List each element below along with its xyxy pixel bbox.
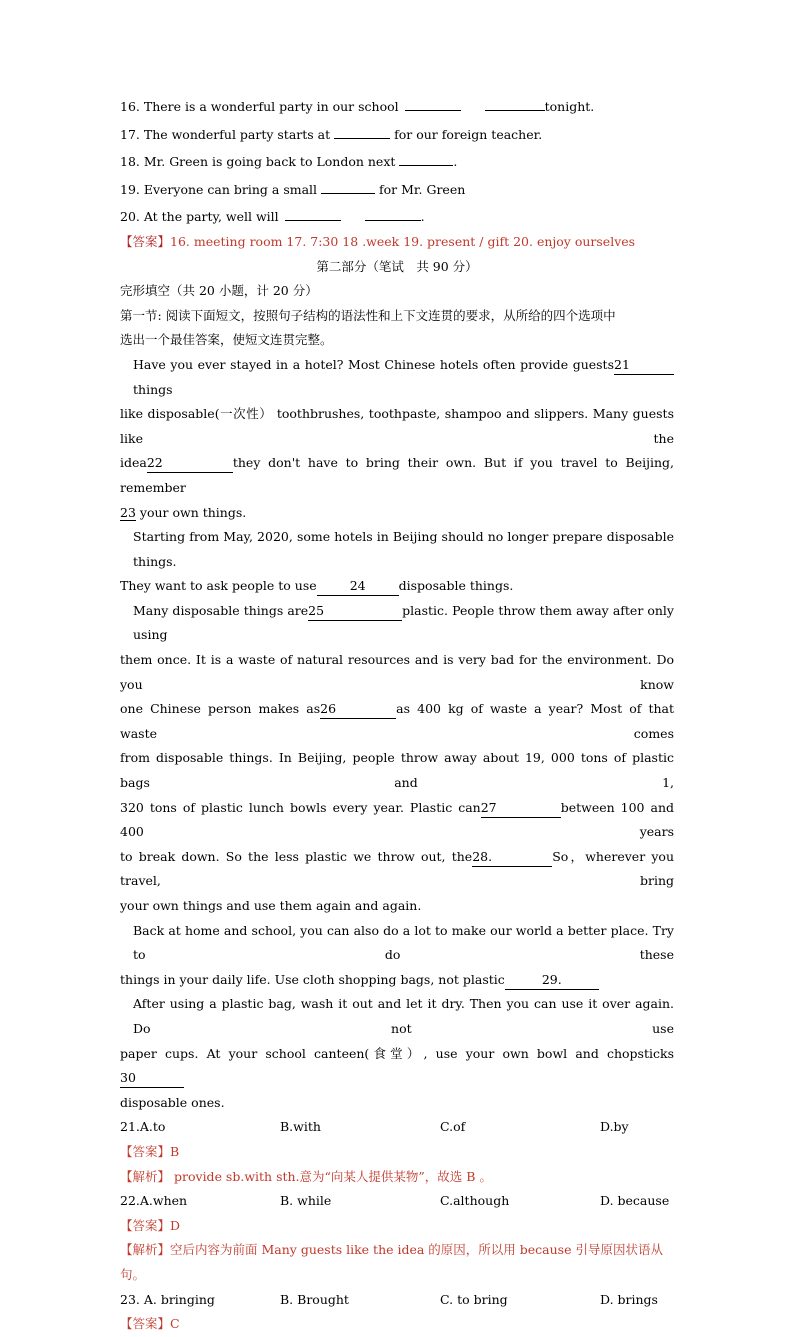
- option[interactable]: D. because: [600, 1193, 670, 1209]
- option[interactable]: C. to bring: [440, 1291, 508, 1307]
- document-page: [120, 92, 674, 1337]
- passage-line: things in your daily life. Use cloth shopping bags, not plastic 29.: [120, 968, 674, 993]
- passage-line: 320 tons of plastic lunch bowls every year. Plastic can27 between 100 and 400 years: [120, 799, 674, 840]
- listening-q17: 17. The wonderful party starts at for our foreign teacher.: [120, 120, 674, 148]
- passage-line: your own things and use them again and again.: [120, 898, 422, 913]
- blank: [485, 92, 545, 111]
- instruction-line-2: 选出一个最佳答案，使短文连贯完整。: [120, 332, 333, 348]
- blank: [334, 120, 390, 139]
- passage-line: Many disposable things are25 plastic. People throw them away after only using: [133, 602, 674, 643]
- listening-q19: 19. Everyone can bring a small for Mr. Green: [120, 175, 674, 203]
- listening-q16: 16. There is a wonderful party in our school tonight.: [120, 92, 674, 120]
- blank-25: 25: [308, 602, 402, 621]
- passage-line: like disposable(一次性） toothbrushes, toothpaste, shampoo and slippers. Many guests like the: [120, 406, 674, 446]
- blank-28: 28.: [472, 848, 552, 867]
- passage-line: from disposable things. In Beijing, people throw away about 19, 000 tons of plastic bags and 1,: [120, 750, 674, 791]
- instruction-line-1: 第一节: 阅读下面短文，按照句子结构的语法性和上下文连贯的要求，从所给的四个选项中: [120, 307, 616, 323]
- section-title: 完形填空（共 20 小题，计 20 分）: [120, 283, 318, 299]
- passage-line: Starting from May, 2020, some hotels in Beijing should no longer prepare disposable things.: [133, 529, 674, 569]
- passage-line: disposable ones.: [120, 1094, 225, 1110]
- blank-21: 21: [614, 356, 674, 375]
- blank: [365, 202, 421, 221]
- blank-26: 26: [320, 700, 396, 719]
- option[interactable]: 23. A. bringing: [120, 1291, 215, 1307]
- option[interactable]: B.with: [280, 1119, 321, 1135]
- blank-30: 30: [120, 1069, 184, 1088]
- question-23-options: [120, 1288, 674, 1313]
- question-21-options: [120, 1115, 674, 1140]
- blank: [405, 92, 461, 111]
- question-23-answer: 【答案】C: [120, 1316, 180, 1332]
- passage-line: to break down. So the less plastic we throw out, the28. So，wherever you travel, bring: [120, 848, 674, 889]
- option[interactable]: C.although: [440, 1193, 510, 1209]
- blank-22: 22: [147, 454, 233, 473]
- passage-line: After using a plastic bag, wash it out and let it dry. Then you can use it over again. Do not use: [133, 996, 674, 1036]
- question-22-answer: 【答案】D: [120, 1217, 181, 1233]
- question-22-options: [120, 1189, 674, 1214]
- question-22-analysis-cont: 句。: [120, 1266, 146, 1282]
- blank: [285, 202, 341, 221]
- passage-line: paper cups. At your school canteen(食堂）, use your own bowl and chopsticks30: [120, 1042, 674, 1091]
- blank-29: 29.: [505, 971, 599, 990]
- part2-heading: 第二部分（笔试 共 90 分）: [316, 258, 478, 274]
- passage-line: They want to ask people to use 24 disposable things.: [120, 574, 674, 599]
- passage-line: idea22 they don't have to bring their own. But if you travel to Beijing, remember: [120, 455, 674, 495]
- question-21-answer: 【答案】B: [120, 1143, 180, 1159]
- question-22-analysis: 【解析】空后内容为前面 Many guests like the idea 的原因，所以用 because 引导原因状语从: [120, 1242, 663, 1258]
- option[interactable]: C.of: [440, 1119, 466, 1135]
- passage-line: them once. It is a waste of natural resources and is very bad for the environment. Do you know: [120, 652, 674, 692]
- option[interactable]: 21.A.to: [120, 1119, 166, 1135]
- blank-24: 24: [317, 577, 399, 596]
- passage-line: Have you ever stayed in a hotel? Most Chinese hotels often provide guests21things: [120, 353, 674, 402]
- blank: [399, 147, 453, 166]
- option[interactable]: 22.A.when: [120, 1193, 188, 1209]
- option[interactable]: B. Brought: [280, 1291, 349, 1307]
- listening-q18: 18. Mr. Green is going back to London next .: [120, 147, 674, 175]
- blank-27: 27: [481, 799, 561, 818]
- option[interactable]: D. brings: [600, 1291, 658, 1307]
- option[interactable]: D.by: [600, 1119, 629, 1135]
- question-21-analysis: 【解析】 provide sb.with sth.意为“向某人提供某物”，故选 B 。: [120, 1168, 492, 1184]
- passage-line: Back at home and school, you can also do a lot to make our world a better place. Try to do these: [133, 922, 674, 963]
- option[interactable]: B. while: [280, 1193, 332, 1209]
- blank-23: 23: [120, 504, 136, 520]
- passage-line: one Chinese person makes as26 as 400 kg of waste a year? Most of that waste comes: [120, 701, 674, 741]
- listening-q20: 20. At the party, well will .: [120, 202, 674, 230]
- passage-line: 23 your own things.: [120, 504, 247, 520]
- blank: [321, 175, 375, 194]
- listening-answer: 【答案】16. meeting room 17. 7:30 18 .week 19. present / gift 20. enjoy ourselves: [120, 233, 636, 249]
